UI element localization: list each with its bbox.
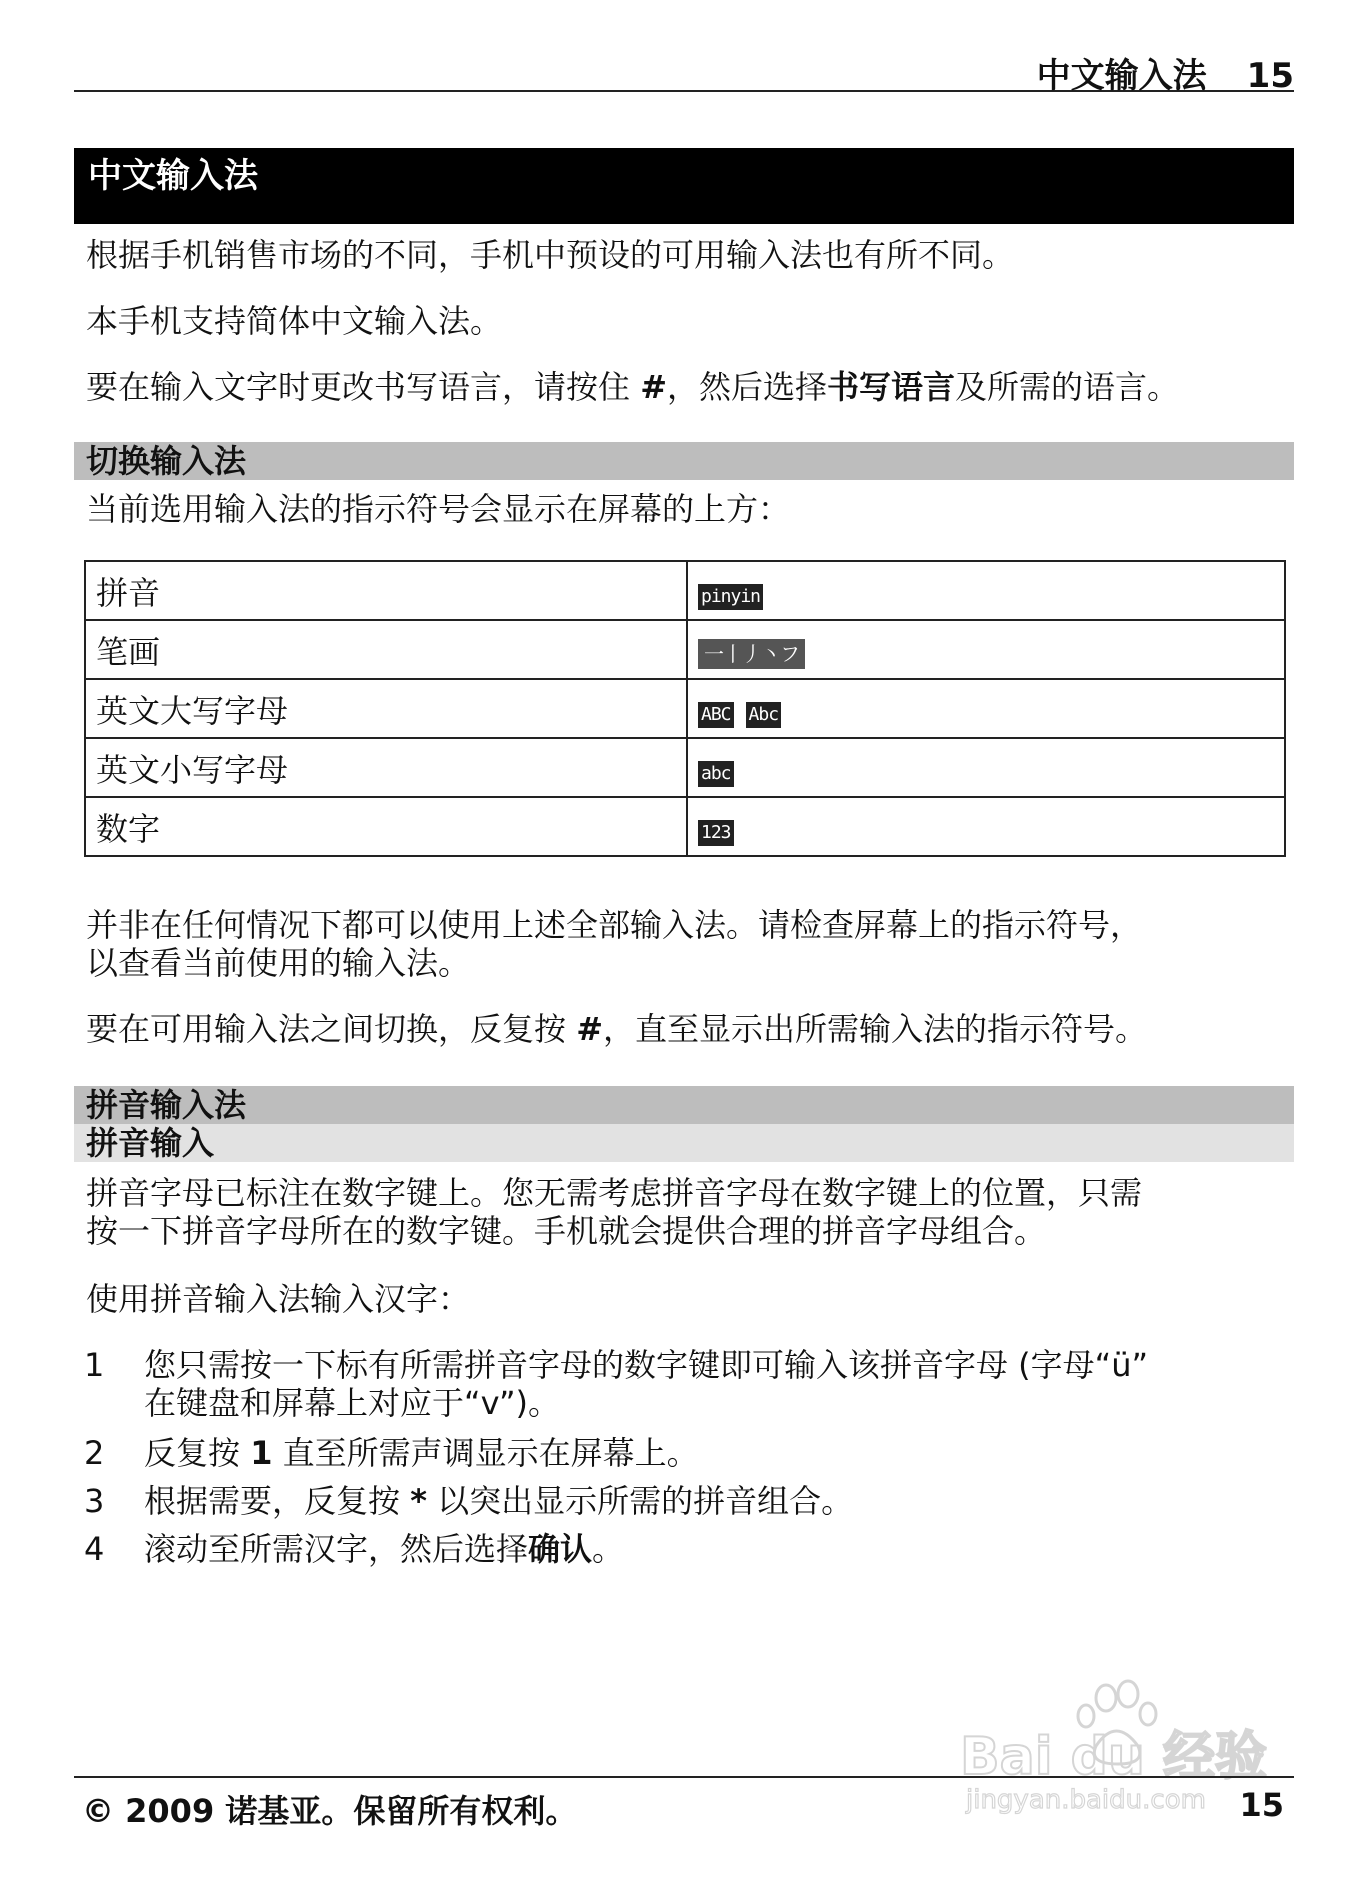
list-item [84,1434,1280,1472]
list-number: 4 [84,1530,105,1568]
change-language-paragraph [86,368,1280,406]
text-line: 您只需按一下标有所需拼音字母的数字键即可输入该拼音字母 (字母“ü” [144,1346,1149,1384]
list-number: 1 [84,1346,105,1384]
pinyin-lead: 使用拼音输入法输入汉字： [86,1280,471,1318]
text-line: 按一下拼音字母所在的数字键。手机就会提供合理的拼音字母组合。 [86,1212,1047,1250]
indicator-badge: pinyin [698,584,763,610]
option-confirm: 确认 [528,1530,593,1568]
key-label: 1 [250,1434,273,1472]
footer-copyright: © 2009 诺基亚。保留所有权利。 [82,1792,578,1830]
indicator-badge: 一丨丿丶フ [698,639,805,669]
pinyin-paragraph [86,1174,1280,1250]
header-page-number: 15 [1246,56,1294,96]
option-writing-language: 书写语言 [827,368,956,406]
mode-cell: 拼音 [85,561,687,620]
list-text [144,1346,1280,1422]
watermark-brand: Bai du 经验 [960,1727,1267,1787]
text-span: ，然后选择 [667,368,828,406]
indicator-cell [687,797,1285,856]
list-item [84,1482,1280,1520]
indicator-cell [687,561,1285,620]
text-span: 直至所需声调显示在屏幕上。 [272,1434,699,1472]
header-title: 中文输入法 [1036,56,1207,96]
list-number: 2 [84,1434,105,1472]
pinyin-subheading: 拼音输入 [74,1124,1294,1162]
mode-cell: 笔画 [85,620,687,679]
text-line: 以查看当前使用的输入法。 [86,944,471,982]
footer-page-number: 15 [1239,1786,1284,1824]
note-paragraph [86,906,1280,982]
list-text [144,1434,1280,1472]
switch-lead: 当前选用输入法的指示符号会显示在屏幕的上方： [86,490,791,528]
table-row [85,561,1285,620]
text-span: 。 [592,1530,625,1568]
list-item [84,1530,1280,1568]
indicator-badge: Abc [746,702,782,728]
switch-repeat-paragraph [86,1010,1280,1048]
indicator-badge: 123 [698,820,734,846]
section-title: 中文输入法 [74,148,1294,224]
text-line: 拼音字母已标注在数字键上。您无需考虑拼音字母在数字键上的位置，只需 [86,1174,1143,1212]
list-text [144,1530,1280,1568]
text-span: 反复按 [144,1434,251,1472]
switch-heading: 切换输入法 [74,442,1294,480]
indicator-table [84,560,1286,857]
text-span: 及所需的语言。 [955,368,1180,406]
text-span: 要在输入文字时更改书写语言，请按住 [86,368,641,406]
intro-paragraph-2: 本手机支持简体中文输入法。 [86,302,503,340]
indicator-cell [687,679,1285,738]
indicator-cell [687,620,1285,679]
list-item [84,1346,1280,1422]
key-hash: # [576,1010,603,1048]
intro-paragraph-1: 根据手机销售市场的不同，手机中预设的可用输入法也有所不同。 [86,236,1015,274]
page-header [74,48,1294,96]
text-span: 要在可用输入法之间切换，反复按 [86,1010,577,1048]
table-row [85,738,1285,797]
indicator-badge: abc [698,761,734,787]
text-span: 滚动至所需汉字，然后选择 [144,1530,529,1568]
mode-cell: 英文小写字母 [85,738,687,797]
text-span: ，直至显示出所需输入法的指示符号。 [603,1010,1148,1048]
table-row [85,797,1285,856]
table-row [85,620,1285,679]
key-label: * [410,1482,427,1520]
page-footer [74,1776,1294,1828]
pinyin-heading: 拼音输入法 [74,1086,1294,1124]
indicator-cell [687,738,1285,797]
list-text [144,1482,1280,1520]
key-hash: # [640,368,667,406]
text-span: 以突出显示所需的拼音组合。 [426,1482,854,1520]
mode-cell: 数字 [85,797,687,856]
table-row [85,679,1285,738]
mode-cell: 英文大写字母 [85,679,687,738]
list-number: 3 [84,1482,105,1520]
text-span: 根据需要，反复按 [144,1482,411,1520]
indicator-badge: ABC [698,702,734,728]
text-line: 在键盘和屏幕上对应于“v”)。 [144,1384,561,1422]
text-line: 并非在任何情况下都可以使用上述全部输入法。请检查屏幕上的指示符号， [86,906,1143,944]
watermark-url: jingyan.baidu.com [966,1785,1206,1815]
